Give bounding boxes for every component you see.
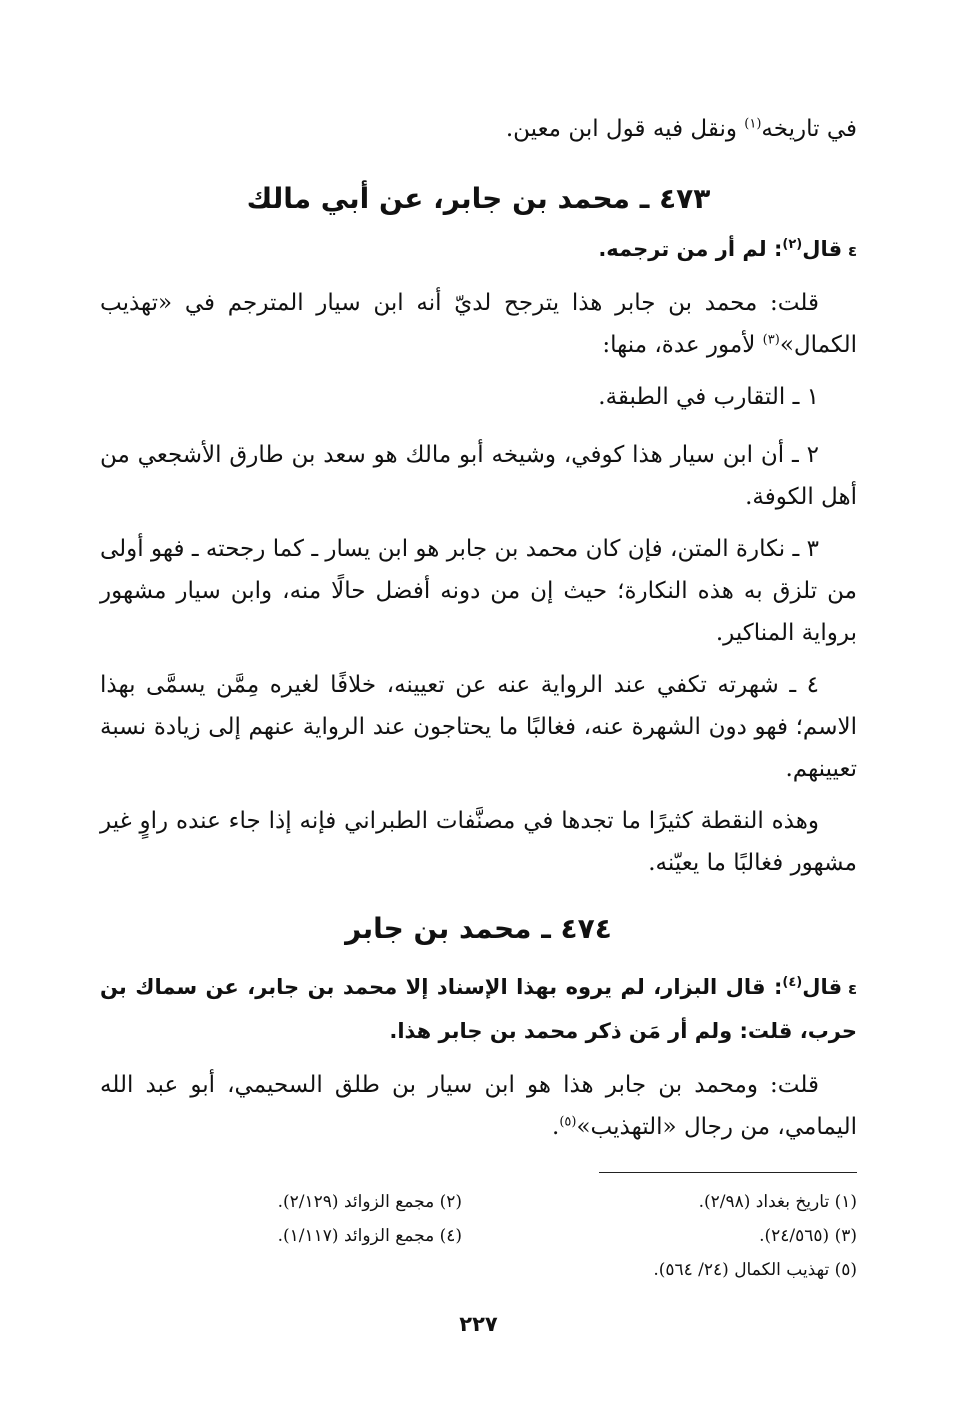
entry-473-quote bbox=[100, 228, 857, 272]
page-number: ٢٢٧ bbox=[459, 1312, 498, 1336]
footnote-divider bbox=[599, 1172, 857, 1173]
list-item-1: ١ ـ التقارب في الطبقة. bbox=[598, 384, 819, 410]
paragraph-text-b: لأمور عدة، منها: bbox=[602, 332, 763, 358]
paragraph-text-b: . bbox=[552, 1114, 560, 1140]
qal-label: قال bbox=[802, 237, 843, 261]
qal-text: : لم أر من ترجمه. bbox=[598, 237, 783, 261]
intro-line bbox=[100, 108, 857, 150]
paragraph-text-a: قلت: ومحمد بن جابر هذا هو ابن سيار بن طلق السحيمي، أبو عبد الله اليمامي، من رجال «التهذيب» bbox=[100, 1072, 857, 1140]
list-item-4: ٤ ـ شهرته تكفي عند الرواية عنه عن تعيينه، خلافًا لغيره مِمَّن يسمَّى بهذا الاسم؛ فهو دون الشهرة عنه، فغالبًا ما يحتاجون عند الرواية عنهم إلى زيادة نسبة تعيينهم. bbox=[100, 672, 857, 782]
entry-473-paragraph bbox=[100, 282, 857, 366]
qal-text: : قال البزار، لم يروه بهذا الإسناد إلا محمد بن جابر، عن سماك بن حرب، قلت: ولم أر مَن ذكر محمد بن جابر هذا. bbox=[100, 975, 857, 1043]
footnote-4: (٤) مجمع الزوائد (١/١١٧). bbox=[277, 1226, 462, 1246]
footnote-3: (٣) (٢٤/٥٦٥). bbox=[759, 1226, 857, 1246]
entry-473-note: وهذه النقطة كثيرًا ما تجدها في مصنَّفات الطبراني فإنه إذا جاء عنده راوٍ غير مشهور فغالبًا ما يعيّنه. bbox=[100, 808, 857, 876]
entry-474-paragraph bbox=[100, 1064, 857, 1148]
list-item-3: ٣ ـ نكارة المتن، فإن كان محمد بن جابر هو ابن يسار ـ كما رجحته ـ فهو أولى من تلزق به هذه النكارة؛ حيث إن من دونه أفضل حالًا منه، وابن سيار مشهور برواية المناكير. bbox=[100, 536, 857, 646]
entry-mark: ε bbox=[848, 979, 857, 998]
intro-text-b: ونقل فيه قول ابن معين. bbox=[505, 116, 745, 142]
footnote-ref-5[interactable]: (٥) bbox=[559, 1114, 577, 1130]
entry-mark: ε bbox=[848, 241, 857, 260]
intro-text-a: في تاريخه bbox=[761, 116, 857, 142]
footnote-5: (٥) تهذيب الكمال (٢٤/ ٥٦٤). bbox=[653, 1260, 857, 1280]
entry-473-heading: ٤٧٣ ـ محمد بن جابر، عن أبي مالك bbox=[246, 182, 711, 215]
list-item-2: ٢ ـ أن ابن سيار هذا كوفي، وشيخه أبو مالك هو سعد بن طارق الأشجعي من أهل الكوفة. bbox=[100, 442, 857, 510]
footnote-ref-4[interactable]: (٤) bbox=[782, 975, 803, 990]
entry-474-quote bbox=[100, 966, 857, 1052]
entry-474-heading: ٤٧٤ ـ محمد بن جابر bbox=[345, 912, 612, 945]
footnote-ref-2[interactable]: (٢) bbox=[782, 237, 803, 252]
footnote-2: (٢) مجمع الزوائد (٢/١٢٩). bbox=[277, 1192, 462, 1212]
footnote-ref-3[interactable]: (٣) bbox=[762, 332, 780, 348]
footnote-ref-1[interactable]: (١) bbox=[744, 116, 762, 132]
footnote-1: (١) تاريخ بغداد (٢/٩٨). bbox=[698, 1192, 857, 1212]
qal-label: قال bbox=[802, 975, 843, 999]
paragraph-text-a: قلت: محمد بن جابر هذا يترجح لديّ أنه ابن سيار المترجم في «تهذيب الكمال» bbox=[100, 290, 857, 358]
